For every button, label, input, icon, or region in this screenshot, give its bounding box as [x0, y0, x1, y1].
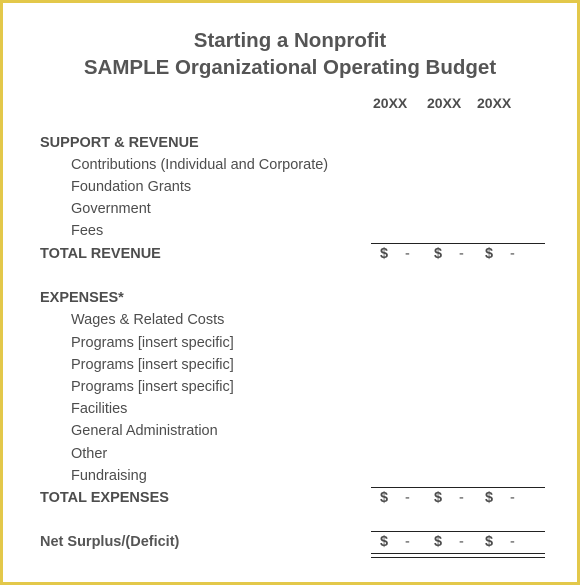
currency-symbol: $: [380, 246, 389, 262]
currency-symbol: $: [485, 534, 494, 550]
revenue-total-rule: [371, 243, 545, 244]
expense-line-item: Fundraising: [71, 468, 147, 484]
revenue-line-item: Foundation Grants: [71, 179, 192, 195]
amount-value: -: [510, 490, 515, 506]
currency-symbol: $: [434, 490, 443, 506]
amount-value: -: [510, 246, 515, 262]
currency-symbol: $: [380, 534, 389, 550]
currency-symbol: $: [434, 246, 443, 262]
document-title: Starting a Nonprofit: [193, 29, 387, 52]
currency-symbol: $: [380, 490, 389, 506]
expense-line-item: Programs [insert specific]: [71, 379, 234, 395]
amount-value: -: [459, 246, 464, 262]
budget-page: [6, 6, 574, 579]
amount-value: -: [459, 490, 464, 506]
currency-symbol: $: [485, 490, 494, 506]
amount-value: -: [405, 246, 410, 262]
total-expenses-label: TOTAL EXPENSES: [40, 490, 169, 506]
document-subtitle: SAMPLE Organizational Operating Budget: [83, 56, 497, 79]
net-surplus-label: Net Surplus/(Deficit): [40, 534, 180, 550]
expense-line-item: General Administration: [71, 423, 218, 439]
expense-line-item: Facilities: [71, 401, 128, 417]
net-top-rule: [371, 531, 545, 532]
revenue-section-heading: SUPPORT & REVENUE: [40, 135, 199, 151]
total-revenue-label: TOTAL REVENUE: [40, 246, 161, 262]
expense-line-item: Other: [71, 446, 108, 462]
amount-value: -: [510, 534, 515, 550]
amount-value: -: [405, 490, 410, 506]
net-double-rule-lower: [371, 557, 545, 558]
expense-line-item: Programs [insert specific]: [71, 335, 234, 351]
expenses-section-heading: EXPENSES*: [40, 290, 124, 306]
year-column-header-2: 20XX: [427, 95, 462, 111]
currency-symbol: $: [434, 534, 443, 550]
expense-line-item: Wages & Related Costs: [71, 312, 225, 328]
net-double-rule-upper: [371, 553, 545, 554]
expense-line-item: Programs [insert specific]: [71, 357, 234, 373]
revenue-line-item: Government: [71, 201, 151, 217]
currency-symbol: $: [485, 246, 494, 262]
revenue-line-item: Fees: [71, 223, 104, 239]
revenue-line-item: Contributions (Individual and Corporate): [71, 157, 329, 173]
expenses-total-rule: [371, 487, 545, 488]
amount-value: -: [405, 534, 410, 550]
year-column-header-1: 20XX: [373, 95, 408, 111]
year-column-header-3: 20XX: [477, 95, 512, 111]
amount-value: -: [459, 534, 464, 550]
